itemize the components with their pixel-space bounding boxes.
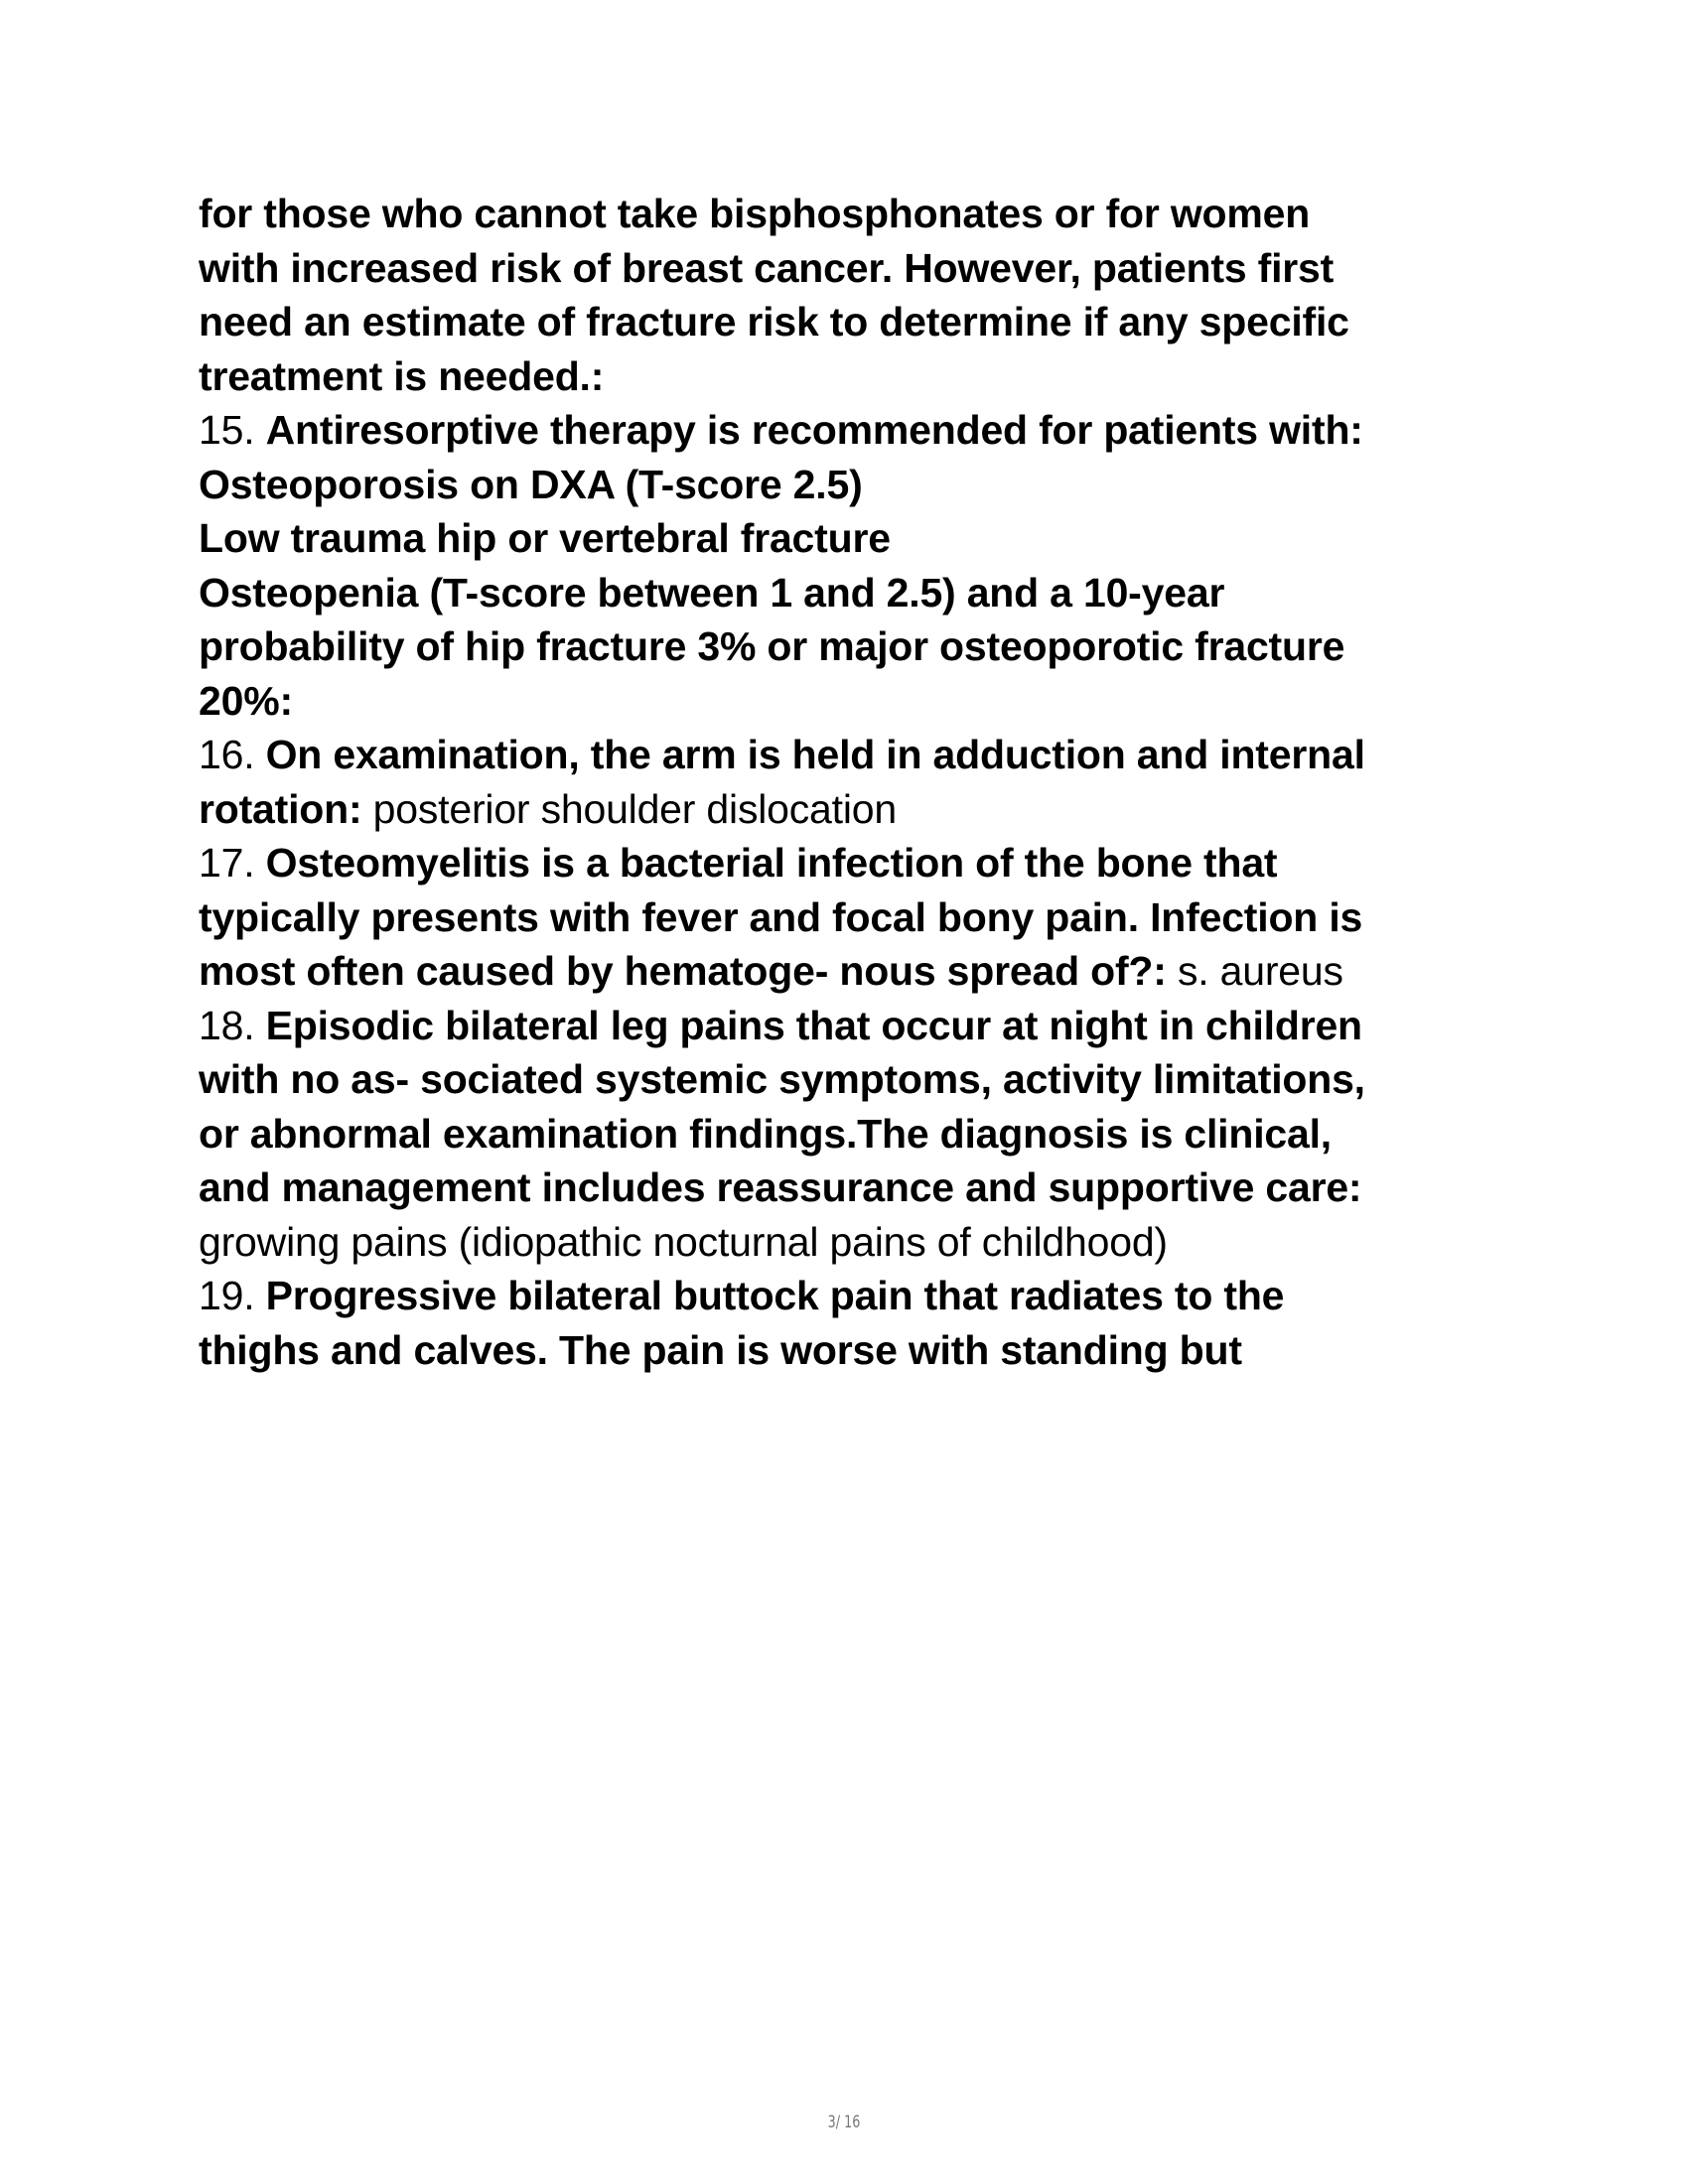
text-line <box>199 784 897 834</box>
question-18 <box>199 1001 1362 1050</box>
text-line: need an estimate of fracture risk to determine if any specific <box>199 299 1349 344</box>
question-number: 16. <box>199 732 255 777</box>
text-line: thighs and calves. The pain is worse with standing but <box>199 1326 1242 1373</box>
answer-text: posterior shoulder dislocation <box>372 785 897 832</box>
question-text: Osteomyelitis is a bacterial infection of the bone that <box>265 840 1278 886</box>
question-text: most often caused by hematoge- nous spread of?: <box>199 948 1167 994</box>
page-number: 3/ 16 <box>827 2113 861 2132</box>
text-line: typically presents with fever and focal bony pain. Infection is <box>199 893 1363 940</box>
question-text: rotation: <box>199 785 362 832</box>
question-19 <box>199 1271 1284 1320</box>
text-line <box>199 946 1343 996</box>
answer-text: growing pains (idiopathic nocturnal pains of childhood) <box>199 1218 1168 1265</box>
text-line: Osteoporosis on DXA (T-score 2.5) <box>199 461 863 507</box>
text-line: Low trauma hip or vertebral fracture <box>199 515 891 561</box>
text-line: with no as- sociated systemic symptoms, activity limitations, <box>199 1056 1365 1102</box>
question-number: 19. <box>199 1273 255 1318</box>
text-line: Osteopenia (T-score between 1 and 2.5) and a 10-year <box>199 569 1225 615</box>
text-line: or abnormal examination findings.The diagnosis is clinical, <box>199 1110 1332 1157</box>
question-text: Episodic bilateral leg pains that occur at night in children <box>265 1002 1362 1048</box>
answer-text: s. aureus <box>1177 948 1343 994</box>
question-number: 15. <box>199 407 255 453</box>
text-line: 20%: <box>199 677 293 724</box>
text-line: and management includes reassurance and supportive care: <box>199 1164 1362 1210</box>
question-text: On examination, the arm is held in adduction and internal <box>265 732 1365 777</box>
text-line: for those who cannot take bisphosphonates or for women <box>199 191 1311 236</box>
question-15 <box>199 405 1363 455</box>
question-number: 18. <box>199 1002 255 1048</box>
question-17 <box>199 838 1277 887</box>
question-16 <box>199 730 1365 779</box>
question-number: 17. <box>199 840 255 886</box>
text-line: probability of hip fracture 3% or major osteoporotic fracture <box>199 623 1345 669</box>
text-line: with increased risk of breast cancer. However, patients first <box>199 244 1335 291</box>
text-line: treatment is needed.: <box>199 352 605 399</box>
question-text: Antiresorptive therapy is recommended for patients with: <box>265 407 1363 453</box>
question-text: Progressive bilateral buttock pain that radiates to the <box>265 1273 1285 1318</box>
